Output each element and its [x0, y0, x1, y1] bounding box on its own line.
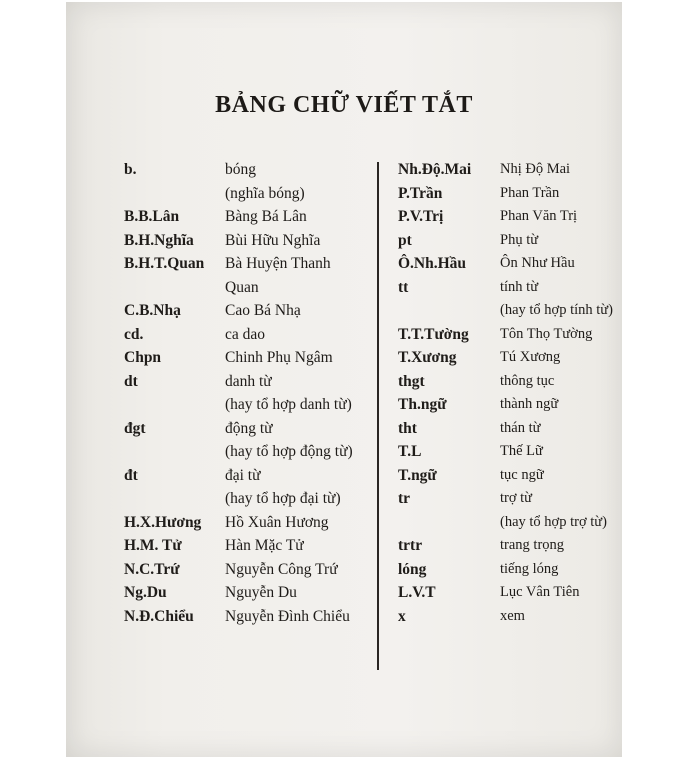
- abbreviation: pt: [398, 231, 412, 249]
- abbreviation-row: [124, 487, 386, 511]
- abbreviation-row: [124, 393, 386, 417]
- abbreviation-meaning: Nhị Độ Mai: [500, 161, 571, 177]
- abbreviation: Nh.Độ.Mai: [398, 161, 472, 178]
- abbreviation: [398, 299, 500, 323]
- abbreviation: thgt: [398, 372, 425, 390]
- abbreviation: N.C.Trứ: [124, 560, 180, 578]
- abbreviation-row: [124, 440, 386, 464]
- abbreviation-meaning: Bà Huyện Thanh: [225, 255, 331, 272]
- abbreviation-row: [398, 464, 622, 488]
- abbreviation-row: [124, 299, 386, 323]
- abbreviation-row: [398, 205, 622, 229]
- abbreviation-row: [398, 276, 622, 300]
- abbreviation: Th.ngữ: [398, 396, 447, 413]
- abbreviation-meaning: Lục Vân Tiên: [500, 584, 580, 600]
- abbreviation: [124, 440, 225, 464]
- abbreviation-meaning: Cao Bá Nhạ: [225, 302, 301, 319]
- abbreviation-meaning: trang trọng: [500, 537, 565, 553]
- abbreviation: N.Đ.Chiểu: [124, 607, 194, 625]
- abbreviation: tr: [398, 490, 411, 507]
- abbreviation-row: [124, 205, 386, 229]
- abbreviation-meaning: Phan Trần: [500, 184, 560, 201]
- abbreviation-meaning: Thế Lữ: [500, 443, 543, 459]
- abbreviation-row: [398, 440, 622, 464]
- abbreviation-meaning: đại từ: [225, 466, 261, 484]
- abbreviation: T.L: [398, 443, 422, 460]
- abbreviation-meaning: Bùi Hữu Nghĩa: [225, 231, 321, 249]
- abbreviation-meaning: tục ngữ: [500, 466, 544, 483]
- abbreviation-meaning: (hay tổ hợp trợ từ): [500, 513, 607, 530]
- abbreviation-list-right: [398, 158, 622, 628]
- abbreviation-row: [124, 534, 386, 558]
- abbreviation-meaning: thán từ: [500, 419, 541, 436]
- abbreviation: C.B.Nhạ: [124, 302, 181, 319]
- abbreviation-row: [398, 229, 622, 253]
- abbreviation: H.X.Hương: [124, 513, 202, 531]
- abbreviation-meaning: Nguyễn Công Trứ: [225, 560, 338, 578]
- abbreviation-row: [398, 182, 622, 206]
- abbreviation-row: [124, 464, 386, 488]
- abbreviation-meaning: (hay tổ hợp động từ): [225, 443, 353, 460]
- abbreviation-meaning: danh từ: [225, 372, 272, 390]
- abbreviation: đt: [124, 466, 138, 484]
- abbreviation-meaning: Nguyễn Du: [225, 584, 297, 601]
- abbreviation-meaning: bóng: [225, 161, 256, 178]
- abbreviation-row: [398, 558, 622, 582]
- abbreviation-row: [124, 229, 386, 253]
- abbreviation: lóng: [398, 560, 427, 578]
- abbreviation-list-left: [124, 158, 386, 628]
- abbreviation-row: [124, 605, 386, 629]
- abbreviation-meaning: thông tục: [500, 372, 555, 389]
- abbreviation: [398, 511, 500, 535]
- abbreviation-meaning: thành ngữ: [500, 396, 559, 412]
- abbreviation-meaning: Hồ Xuân Hương: [225, 513, 329, 531]
- abbreviation-row: [124, 182, 386, 206]
- abbreviation-meaning: Chinh Phụ Ngâm: [225, 349, 333, 366]
- abbreviation-row: [398, 370, 622, 394]
- abbreviation: Ng.Du: [124, 584, 167, 601]
- abbreviation-row: [398, 534, 622, 558]
- abbreviation: B.H.T.Quan: [124, 255, 205, 272]
- abbreviation-row: [124, 581, 386, 605]
- abbreviation: L.V.T: [398, 584, 436, 601]
- abbreviation-row: [124, 558, 386, 582]
- abbreviation-meaning: Quan: [225, 278, 259, 296]
- abbreviation-row: [398, 252, 622, 276]
- abbreviation: Ô.Nh.Hầu: [398, 255, 467, 272]
- abbreviation-meaning: Phan Văn Trị: [500, 208, 578, 224]
- abbreviation-meaning: xem: [500, 607, 525, 624]
- abbreviation: Chpn: [124, 349, 162, 366]
- page-title: BẢNG CHỮ VIẾT TẮT: [215, 92, 473, 118]
- abbreviation: [124, 182, 225, 206]
- abbreviation-meaning: Nguyễn Đình Chiểu: [225, 607, 350, 625]
- abbreviation-row: [124, 370, 386, 394]
- abbreviation-meaning: Tú Xương: [500, 349, 561, 365]
- abbreviation-row: [398, 605, 622, 629]
- abbreviation: [124, 487, 225, 511]
- abbreviation-meaning: động từ: [225, 419, 273, 437]
- abbreviation-meaning: Hàn Mặc Tử: [225, 537, 304, 554]
- abbreviation: [124, 276, 225, 300]
- abbreviation-row: [124, 511, 386, 535]
- abbreviation-row: [124, 252, 386, 276]
- abbreviation-meaning: (hay tổ hợp danh từ): [225, 396, 352, 413]
- abbreviation: đgt: [124, 419, 146, 437]
- abbreviation-meaning: Tôn Thọ Tường: [500, 325, 593, 342]
- abbreviation-row: [124, 276, 386, 300]
- abbreviation-row: [398, 393, 622, 417]
- abbreviation: tt: [398, 278, 409, 296]
- abbreviation: T.Xương: [398, 349, 457, 366]
- abbreviation: P.Trần: [398, 184, 443, 202]
- abbreviation: tht: [398, 419, 417, 437]
- abbreviation-row: [124, 323, 386, 347]
- abbreviation: T.ngữ: [398, 466, 437, 484]
- abbreviation-meaning: (hay tổ hợp đại từ): [225, 490, 341, 507]
- abbreviation-row: [398, 323, 622, 347]
- abbreviation: T.T.Tường: [398, 325, 469, 343]
- abbreviation: B.B.Lân: [124, 208, 180, 225]
- abbreviation-row: [398, 346, 622, 370]
- abbreviation-meaning: tiếng lóng: [500, 560, 559, 577]
- abbreviation-row: [398, 158, 622, 182]
- abbreviation: b.: [124, 161, 137, 178]
- abbreviation: H.M. Tử: [124, 537, 182, 554]
- abbreviation-meaning: Phụ từ: [500, 231, 539, 248]
- abbreviation-meaning: ca dao: [225, 325, 266, 343]
- abbreviation-meaning: trợ từ: [500, 490, 533, 506]
- abbreviation-row: [398, 299, 622, 323]
- column-divider: [377, 162, 379, 670]
- abbreviation-meaning: (nghĩa bóng): [225, 184, 305, 202]
- abbreviation-row: [124, 158, 386, 182]
- abbreviation: x: [398, 607, 406, 625]
- abbreviation-row: [124, 417, 386, 441]
- abbreviation: cd.: [124, 325, 144, 343]
- abbreviation: dt: [124, 372, 138, 390]
- abbreviation-row: [398, 417, 622, 441]
- abbreviation: [124, 393, 225, 417]
- abbreviation-meaning: tính từ: [500, 278, 539, 295]
- abbreviation-row: [398, 511, 622, 535]
- abbreviation: B.H.Nghĩa: [124, 231, 194, 249]
- abbreviation-row: [124, 346, 386, 370]
- abbreviation-row: [398, 581, 622, 605]
- abbreviation-meaning: Ôn Như Hầu: [500, 255, 575, 271]
- abbreviation-meaning: (hay tổ hợp tính từ): [500, 302, 613, 318]
- book-page: [66, 2, 622, 757]
- abbreviation-meaning: Bàng Bá Lân: [225, 208, 307, 225]
- abbreviation-row: [398, 487, 622, 511]
- abbreviation: trtr: [398, 537, 423, 554]
- abbreviation: P.V.Trị: [398, 208, 444, 225]
